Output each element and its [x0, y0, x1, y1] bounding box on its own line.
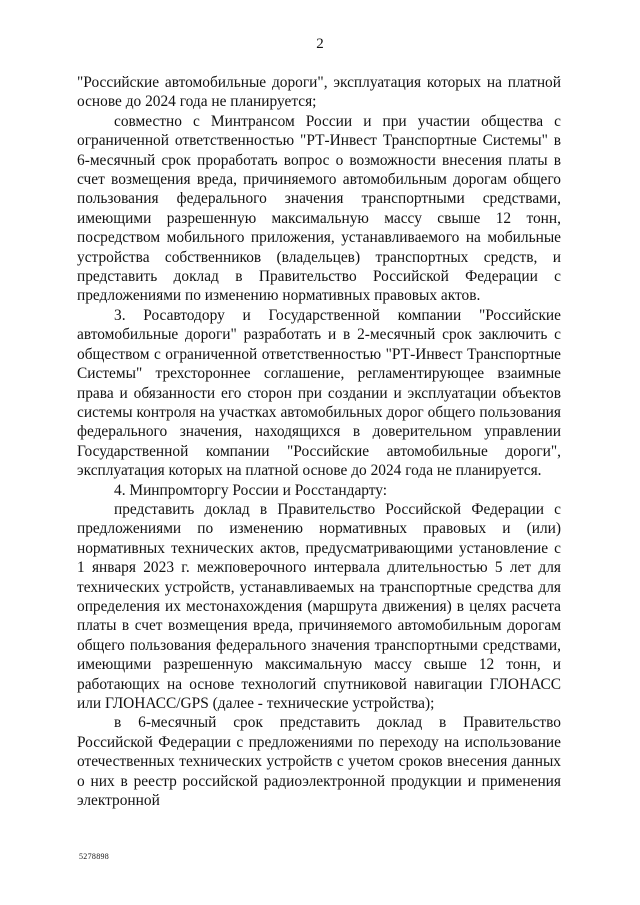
paragraph: 3. Росавтодору и Государственной компании "Российские автомобильные дороги" разработать и в 2-месячный срок заключить с обществом с ограниченной ответственностью "РТ-Инвест Транспортные Системы" трехстороннее соглашение, регламентирующее взаимные права и обязанности его сторон при создании и эксплуатации объектов системы контроля на участках автомобильных дорог общего пользования федерального значения, находящихся в доверительном управлении Государственной компании "Российские автомобильные дороги", эксплуатация которых на платной основе до 2024 года не планируется. [77, 306, 561, 480]
page-number: 2 [316, 36, 324, 52]
document-body [77, 73, 561, 810]
paragraph: в 6-месячный срок представить доклад в Правительство Российской Федерации с предложениями по переходу на использование отечественных технических устройств с учетом сроков внесения данных о них в реестр российской радиоэлектронной продукции и применения электронной [77, 714, 561, 810]
paragraph: совместно с Минтрансом России и при участии общества с ограниченной ответственностью "РТ-Инвест Транспортные Системы" в 6-месячный срок проработать вопрос о возможности внесения платы в счет возмещения вреда, причиняемого автомобильным дорогам общего пользования федерального значения транспортными средствами, имеющими разрешенную максимальную массу свыше 12 тонн, посредством мобильного приложения, устанавливаемого на мобильные устройства собственников (владельцев) транспортных средств, и представить доклад в Правительство Российской Федерации с предложениями по изменению нормативных правовых актов. [77, 112, 561, 305]
paragraph: "Российские автомобильные дороги", эксплуатация которых на платной основе до 2024 года не планируется; [77, 74, 561, 111]
paragraph: 4. Минпромторгу России и Росстандарту: [114, 481, 388, 499]
paragraph: представить доклад в Правительство Российской Федерации с предложениями по изменению нормативных правовых и (или) нормативных технических актов, предусматривающими установление с 1 января 2023 г. межповерочного интервала длительностью 5 лет для технических устройств, устанавливаемых на транспортные средства для определения их местонахождения (маршрута движения) в целях расчета платы в счет возмещения вреда, причиняемого автомобильным дорогам общего пользования федерального значения транспортными средствами, имеющими разрешенную максимальную массу свыше 12 тонн, и работающих на основе технологий спутниковой навигации ГЛОНАСС или ГЛОНАСС/GPS (далее - технические устройства); [77, 500, 561, 712]
document-code: 5278898 [79, 852, 110, 861]
